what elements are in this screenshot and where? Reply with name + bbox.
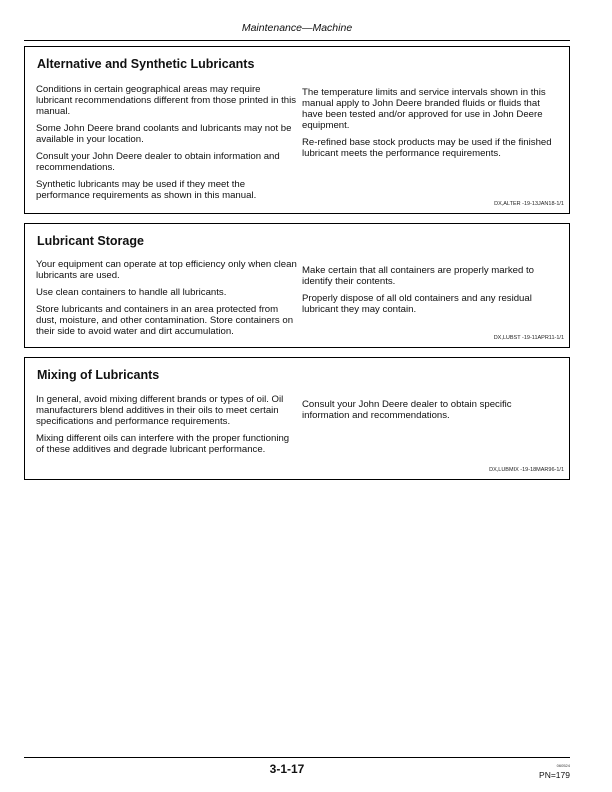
- paragraph: Properly dispose of all old containers and any residual lubricant they may contain.: [302, 293, 532, 315]
- left-column: [36, 394, 298, 461]
- section-title: Alternative and Synthetic Lubricants: [37, 57, 255, 71]
- paragraph: Consult your John Deere dealer to obtain information and recommendations.: [36, 151, 280, 173]
- section-mixing-of-lubricants: [24, 357, 570, 480]
- paragraph: Consult your John Deere dealer to obtain specific information and recommendations.: [302, 399, 512, 421]
- pn-label: PN=179: [539, 770, 570, 780]
- print-code: 060524: [556, 763, 570, 768]
- header-rule: [24, 40, 570, 41]
- right-column: [302, 265, 560, 321]
- section-lubricant-storage: [24, 223, 570, 348]
- paragraph: Mixing different oils can interfere with the proper functioning of these additives and degrade lubricant performance.: [36, 433, 290, 455]
- paragraph: Synthetic lubricants may be used if they meet the performance requirements as shown in this manual.: [36, 179, 257, 201]
- page-number: 3-1-17: [269, 762, 305, 776]
- paragraph: Conditions in certain geographical areas may require lubricant recommendations different from those printed in this manual.: [36, 84, 297, 117]
- paragraph: Make certain that all containers are properly marked to identify their contents.: [302, 265, 534, 287]
- paragraph: Some John Deere brand coolants and lubricants may not be available in your location.: [36, 123, 292, 145]
- paragraph: Re-refined base stock products may be used if the finished lubricant meets the performance requirements.: [302, 137, 552, 159]
- footer-rule: [24, 757, 570, 758]
- reference-code: DX,LUBMIX -19-18MAR96-1/1: [489, 467, 564, 473]
- section-alternative-synthetic-lubricants: [24, 46, 570, 214]
- paragraph: Store lubricants and containers in an area protected from dust, moisture, and other contamination. Store containers on their side to avoid water and dirt accumulation.: [36, 304, 294, 337]
- right-column: [302, 399, 560, 427]
- right-column: [302, 87, 560, 165]
- section-title: Mixing of Lubricants: [37, 368, 160, 382]
- left-column: [36, 259, 298, 343]
- reference-code: DX,ALTER -19-13JAN18-1/1: [494, 201, 564, 207]
- reference-code: DX,LUBST -19-11APR11-1/1: [493, 335, 564, 341]
- paragraph: In general, avoid mixing different brands or types of oil. Oil manufacturers blend additives in their oils to meet certain specifications and performance requirements.: [36, 394, 284, 427]
- left-column: [36, 84, 298, 207]
- section-title: Lubricant Storage: [37, 234, 144, 248]
- paragraph: Use clean containers to handle all lubricants.: [36, 287, 227, 298]
- paragraph: The temperature limits and service intervals shown in this manual apply to John Deere branded fluids or fluids that have been tested and/or approved for use in John Deere equipment.: [302, 87, 546, 131]
- running-header: Maintenance—Machine: [241, 22, 353, 34]
- paragraph: Your equipment can operate at top efficiency only when clean lubricants are used.: [36, 259, 297, 281]
